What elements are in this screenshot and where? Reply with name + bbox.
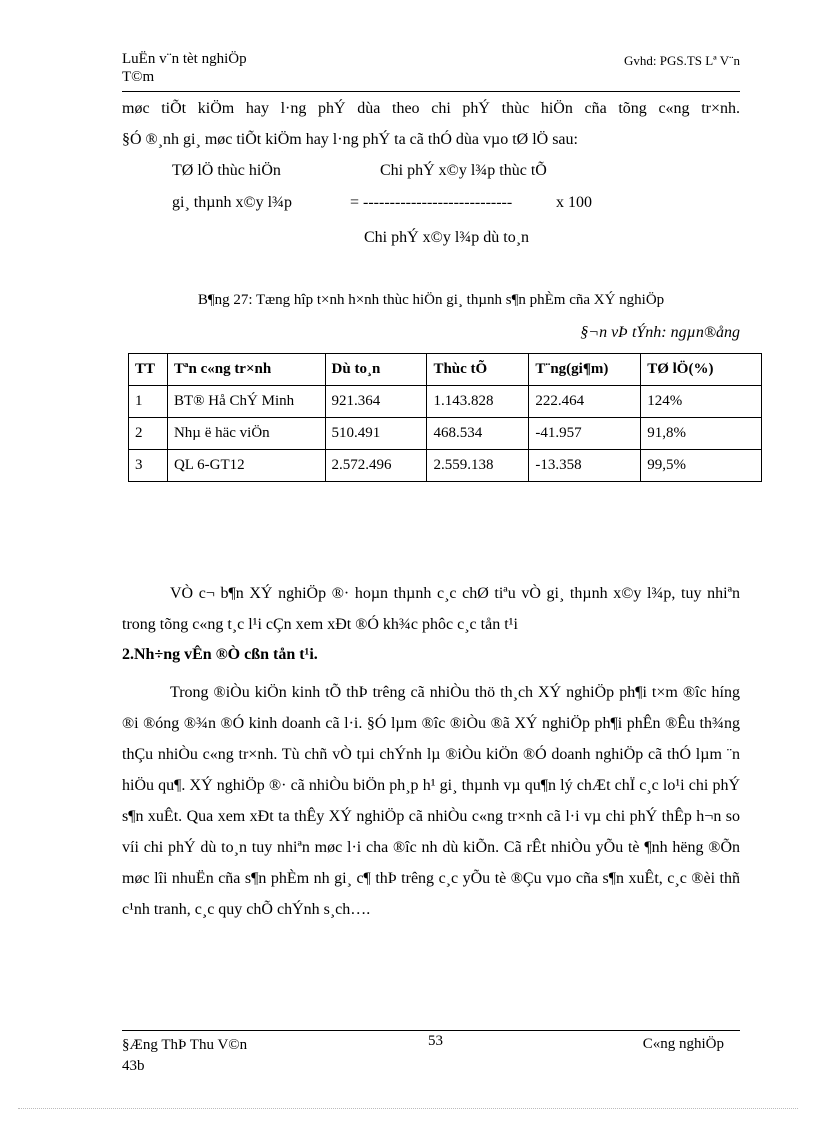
footer-author <box>122 1035 247 1077</box>
table-row <box>129 450 762 482</box>
cell-ratio: 99,5% <box>641 450 762 482</box>
paragraph-issues-text: Trong ®iÒu kiÖn kinh tÕ thÞ trêng cã nhiÒu thö th¸ch XÝ nghiÖp ph¶i t×m ®îc híng ®i ®óng ®¾n ®Ó kinh doanh cã l·i. §Ó lµm ®îc ®iÒu ®ã XÝ nghiÖp ph¶i phÊn ®Êu th¾ng thÇu nhiÒu c«ng tr×nh. Tù chñ vÒ tµi chÝnh lµ ®iÒu kiÖn ®Ó doanh nghiÖp cã thÓ lµm ¨n hiÖu qu¶. XÝ nghiÖp ®· cã nhiÒu biÖn ph¸p h¹ gi¸ thµnh vµ qu¶n lý chÆt chÏ c¸c lo¹i chi phÝ s¶n xuÊt. Qua xem xÐt ta thÊy XÝ nghiÖp cã nhiÒu c«ng tr×nh cã l·i vµ chi phÝ thÊp h¬n so víi chi phÝ dù to¸n tuy nhiªn møc l·i cha ®îc nh dù kiÕn. Cã rÊt nhiÒu yÕu tè ¶nh hëng ®Õn møc lîi nhuËn cña s¶n phÈm nh gi¸ c¶ thÞ trêng c¸c yÕu tè ®Çu vµo cña s¶n xuÊt, c¸c ®èi thñ c¹nh tranh, c¸c quy chÕ chÝnh s¸ch…. <box>122 684 740 918</box>
formula-denominator: Chi phÝ x©y l¾p dù to¸n <box>364 229 530 246</box>
table-row <box>129 386 762 418</box>
cell-actual: 1.143.828 <box>427 386 529 418</box>
col-header-estimate: Dù to¸n <box>325 354 427 386</box>
section-heading: 2.Nh÷ng vÊn ®Ò cßn tån t¹i. <box>122 646 318 663</box>
col-header-actual: Thùc tÕ <box>427 354 529 386</box>
cell-project: QL 6-GT12 <box>167 450 325 482</box>
table-header-row <box>129 354 762 386</box>
cell-change: 222.464 <box>529 386 641 418</box>
col-header-ratio: TØ lÖ(%) <box>641 354 762 386</box>
cell-project: BT® Hå ChÝ Minh <box>167 386 325 418</box>
cell-ratio: 124% <box>641 386 762 418</box>
paragraph-summary-text: VÒ c¬ b¶n XÝ nghiÖp ®· hoµn thµnh c¸c chØ tiªu vÒ gi¸ thµnh x©y l¾p, tuy nhiªn trong tõng c«ng t¸c l¹i cÇn xem xÐt ®Ó kh¾c phôc c¸c tån t¹i <box>122 585 740 633</box>
col-header-tt: TT <box>129 354 168 386</box>
table-unit: §¬n vÞ tÝnh: ngµn®ång <box>580 324 740 341</box>
header-title-line2: T©m <box>122 69 155 85</box>
col-header-project: Tªn c«ng tr×nh <box>167 354 325 386</box>
cell-estimate: 921.364 <box>325 386 427 418</box>
cell-tt: 1 <box>129 386 168 418</box>
header-title <box>122 50 247 86</box>
formula-left-line2: gi¸ thµnh x©y l¾p <box>172 194 293 211</box>
header-supervisor: Gvhd: PGS.TS Lª V¨n <box>623 53 740 68</box>
cell-actual: 468.534 <box>427 418 529 450</box>
header-title-line1: LuËn v¨n tèt nghiÖp <box>122 51 247 67</box>
footer-author-class: 43b <box>122 1058 145 1074</box>
formula-left-line1: TØ lÖ thùc hiÖn <box>172 162 281 179</box>
header-rule <box>122 91 740 92</box>
cell-ratio: 91,8% <box>641 418 762 450</box>
cost-summary-table <box>128 353 762 482</box>
paragraph-issues <box>122 677 740 925</box>
cell-estimate: 2.572.496 <box>325 450 427 482</box>
footer-rule <box>122 1030 740 1031</box>
paragraph-summary <box>122 578 740 640</box>
table-row <box>129 418 762 450</box>
intro-line-1: møc tiÕt kiÖm hay l·ng phÝ dùa theo chi phÝ thùc hiÖn cña tõng c«ng tr×nh. <box>122 100 740 117</box>
formula-fraction-bar: = ---------------------------- <box>350 194 513 211</box>
cell-tt: 3 <box>129 450 168 482</box>
cell-change: -41.957 <box>529 418 641 450</box>
page-bottom-border <box>18 1108 798 1109</box>
formula-multiplier: x 100 <box>556 194 592 211</box>
cell-estimate: 510.491 <box>325 418 427 450</box>
formula-numerator: Chi phÝ x©y l¾p thùc tÕ <box>380 162 547 179</box>
col-header-change: T¨ng(gi¶m) <box>529 354 641 386</box>
cell-change: -13.358 <box>529 450 641 482</box>
footer-department: C«ng nghiÖp <box>642 1036 724 1052</box>
intro-line-2: §Ó ®¸nh gi¸ møc tiÕt kiÖm hay l·ng phÝ ta cã thÓ dùa vµo tØ lÖ sau: <box>122 131 578 148</box>
table-caption: B¶ng 27: Tæng hîp t×nh h×nh thùc hiÖn gi¸ thµnh s¶n phÈm cña XÝ nghiÖp <box>197 292 665 308</box>
page-number: 53 <box>428 1033 443 1049</box>
footer-author-name: §Æng ThÞ Thu V©n <box>122 1037 248 1053</box>
cell-project: Nhµ ë häc viÖn <box>167 418 325 450</box>
cell-tt: 2 <box>129 418 168 450</box>
cell-actual: 2.559.138 <box>427 450 529 482</box>
